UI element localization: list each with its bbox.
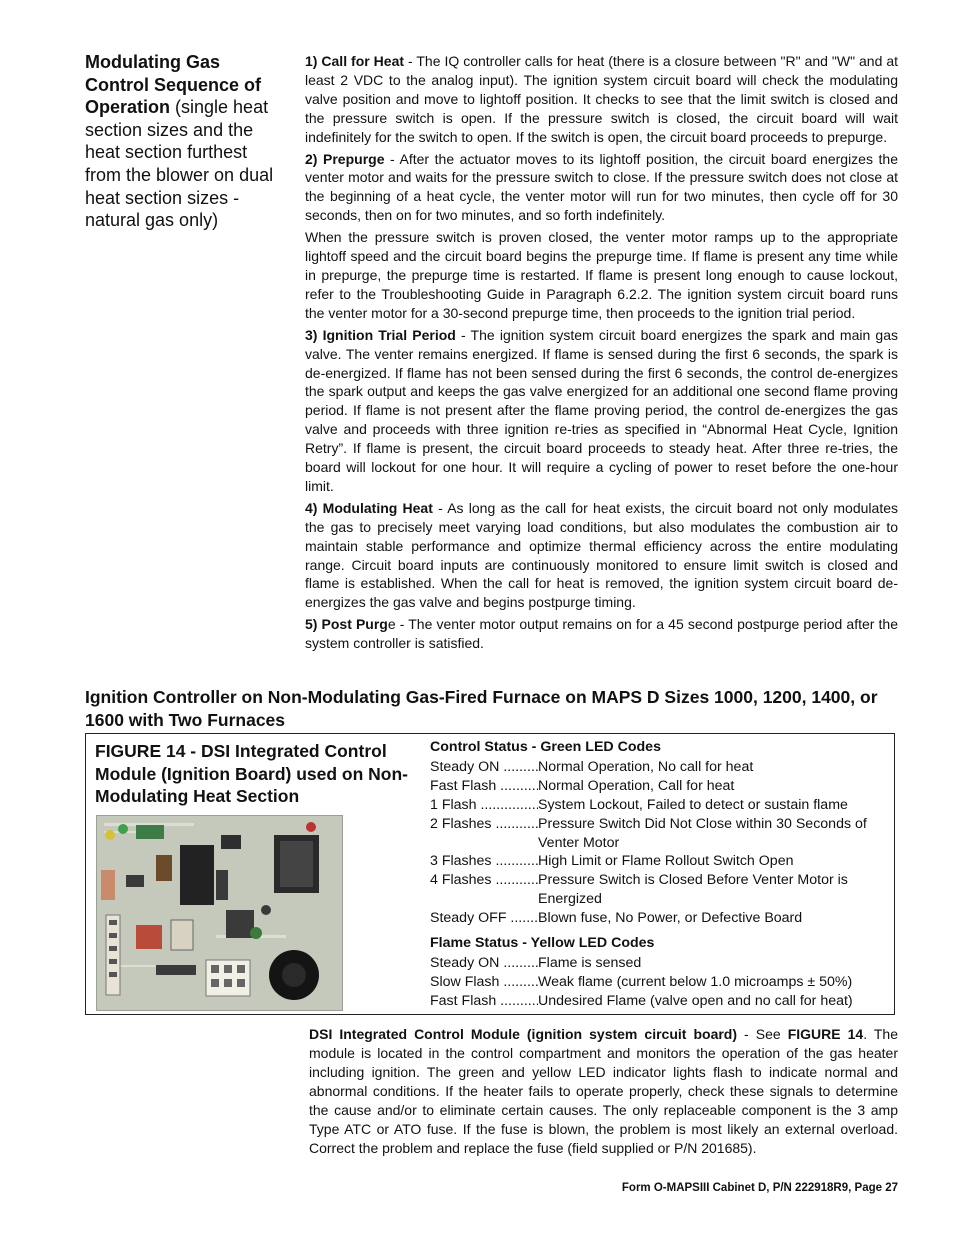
step-text: - The IQ controller calls for heat (there is a closure between "R" and "W" and at least 2 VDC to the analog input). The ignition system circuit board will check the modulating valve position and move to lightoff position. It checks to see that the limit switch is closed and the pressure switch is open. If the pressure switch is closed, the circuit board will wait indefinitely for the switch to open. If the switch is open, the circuit board proceeds to prepurge. xyxy=(305,53,899,145)
code-key: 3 Flashes ..... xyxy=(430,852,538,871)
ignition-board-photo xyxy=(96,815,343,1011)
code-row xyxy=(430,909,890,928)
code-value: Flame is sensed xyxy=(538,954,642,971)
code-value: Undesired Flame (valve open and no call for heat) xyxy=(538,992,853,1009)
step-title: 2) Prepurge xyxy=(305,150,385,167)
code-value: Normal Operation, Call for heat xyxy=(538,777,735,794)
code-key: 1 Flash ..... xyxy=(430,796,538,815)
step-ignition-trial xyxy=(305,326,898,496)
code-key: Steady OFF ..... xyxy=(430,909,538,928)
figure-reference: FIGURE 14 xyxy=(787,1026,864,1042)
step-prepurge-continued xyxy=(305,228,898,323)
code-key: Steady ON ..... xyxy=(430,954,538,973)
code-key: 2 Flashes ..... xyxy=(430,815,538,853)
step-call-for-heat xyxy=(305,52,898,147)
code-row xyxy=(430,852,890,871)
code-row xyxy=(430,992,890,1011)
code-value: Normal Operation, No call for heat xyxy=(538,758,754,775)
figure-14-box xyxy=(85,733,895,1015)
side-heading-rest: (single heat section sizes and the heat section furthest from the blower on dual heat section sizes - natural gas only) xyxy=(85,97,274,231)
code-value: High Limit or Flame Rollout Switch Open xyxy=(538,853,794,870)
side-heading-bold: Modulating Gas Control Sequence of Operation xyxy=(85,52,262,118)
dsi-module-title: DSI Integrated Control Module (ignition system circuit board) xyxy=(309,1026,738,1042)
section-heading: Ignition Controller on Non-Modulating Gas-Fired Furnace on MAPS D Sizes 1000, 1200, 1400, or 1600 with Two Furnaces xyxy=(85,687,878,730)
code-key: Slow Flash ..... xyxy=(430,973,538,992)
code-row xyxy=(430,871,890,909)
code-row xyxy=(430,796,890,815)
figure-title: FIGURE 14 - DSI Integrated Control Module (Ignition Board) used on Non-Modulating Heat Section xyxy=(95,741,409,807)
code-value: Pressure Switch Did Not Close within 30 Seconds of Venter Motor xyxy=(538,815,867,851)
step-title: 5) Post Purg xyxy=(305,616,388,633)
step-text: - The ignition system circuit board energizes the spark and main gas valve. The venter remains energized. If flame is sensed during the first 6 seconds, the spark is de-energized. If flame has not been sensed during the first 6 seconds, the control de-energizes the spark output and keeps the gas valve energized for an additional one second flame proving period. If flame is not present after the flame proving period, the control de-energizes the gas valve and proceeds with three ignition re-tries as specified in “Abnormal Heat Cycle, Ignition Retry”. If flame is present, the circuit board proceeds to steady heat. After three re-tries, the board will lockout for one hour. It will require a cycling of power to reset before the one-hour limit. xyxy=(305,326,899,494)
step-title: 3) Ignition Trial Period xyxy=(305,326,456,343)
led-codes xyxy=(430,738,890,1011)
code-row xyxy=(430,973,890,992)
code-row xyxy=(430,954,890,973)
step-post-purge xyxy=(305,615,898,653)
code-row xyxy=(430,815,890,853)
code-value: System Lockout, Failed to detect or sustain flame xyxy=(538,796,848,813)
dsi-see: - See xyxy=(737,1026,788,1042)
code-row xyxy=(430,777,890,796)
code-value: Weak flame (current below 1.0 microamps ± 50%) xyxy=(538,973,853,990)
control-status-heading: Control Status - Green LED Codes xyxy=(430,739,661,755)
code-row xyxy=(430,758,890,777)
step-prepurge xyxy=(305,150,898,226)
page-footer: Form O-MAPSIII Cabinet D, P/N 222918R9, Page 27 xyxy=(621,1182,898,1194)
code-value: Blown fuse, No Power, or Defective Board xyxy=(538,910,803,927)
step-text: - After the actuator moves to its lightoff position, the circuit board energizes the venter motor and waits for the pressure switch to close. If the pressure switch does not close at the beginning of a heat cycle, the venter motor will run for two minutes, then cycle off for 30 seconds, then on for two minutes, and so forth indefinitely. xyxy=(305,150,898,224)
step-title: 4) Modulating Heat xyxy=(305,499,433,516)
step-text: - As long as the call for heat exists, the circuit board not only modulates the gas to precisely meet varying load conditions, but also modulates the combustion air to maintain stable performance and optimize thermal efficiency across the entire modulating range. Circuit board inputs are continuously monitored to ensure limit switch is closed and flame is established. When the call for heat is removed, the ignition system circuit board de-energizes the gas valve and begins postpurge timing. xyxy=(305,499,898,611)
dsi-module-text: . The module is located in the control compartment and monitors the operation of the gas heater including ignition. The green and yellow LED indicator lights flash to indicate normal and abnormal conditions. If the heater fails to operate properly, check these signals to determine the cause and/or to eliminate certain causes. The only replaceable component is the 3 amp Type ATC or ATO fuse. If the fuse is blown, the problem is most likely an external overload. Correct the problem and replace the fuse (field supplied or P/N 201685). xyxy=(309,1026,898,1156)
step-text: When the pressure switch is proven closed, the venter motor ramps up to the appropriate lightoff speed and the circuit board begins the prepurge time. If flame is present any time while in prepurge, the prepurge time is restarted. If flame is present long enough to cause lockout, refer to the Troubleshooting Guide in Paragraph 6.2.2. The ignition system circuit board runs the venter motor for a 30-second prepurge time, then proceeds to the ignition trial period. xyxy=(305,229,898,321)
step-modulating-heat xyxy=(305,499,898,612)
sequence-column xyxy=(305,52,898,656)
step-title: 1) Call for Heat xyxy=(305,53,405,69)
step-text: e - The venter motor output remains on for a 45 second postpurge period after the system controller is satisfied. xyxy=(305,616,898,652)
code-key: Fast Flash ..... xyxy=(430,992,538,1011)
flame-status-heading: Flame Status - Yellow LED Codes xyxy=(430,935,655,952)
dsi-module-paragraph xyxy=(309,1025,898,1158)
code-key: Steady ON ..... xyxy=(430,758,538,777)
side-heading xyxy=(85,51,285,232)
code-key: 4 Flashes ..... xyxy=(430,871,538,909)
code-value: Pressure Switch is Closed Before Venter Motor is Energized xyxy=(538,872,848,908)
code-key: Fast Flash ..... xyxy=(430,777,538,796)
